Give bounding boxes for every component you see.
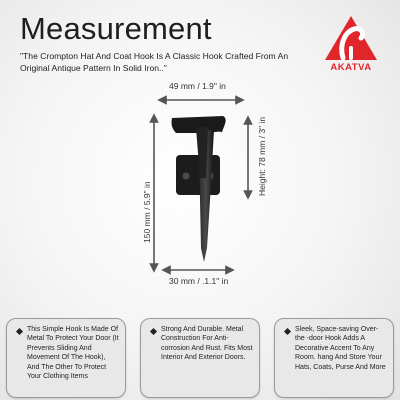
feature-card-durability bbox=[140, 318, 260, 398]
feature-text: Strong And Durable. Metal Construction For Anti-corrosion And Rust. Fits Most Interior And Exterior Doors. bbox=[161, 326, 253, 362]
feature-text: Sleek, Space-saving Over-the -door Hook Adds A Decorative Accent To Any Room. hang And Store Your Hats, Coats, Purse And More bbox=[295, 326, 386, 371]
bottom-width-label: 30 mm / .1.1" in bbox=[169, 276, 229, 286]
top-width-label: 49 mm / 1.9" in bbox=[169, 81, 226, 91]
coat-hook-image bbox=[172, 116, 226, 262]
feature-card-design bbox=[274, 318, 394, 398]
product-description: "The Crompton Hat And Coat Hook Is A Classic Hook Crafted From An Original Antique Pattern In Solid Iron.." bbox=[20, 51, 289, 73]
bullet-icon bbox=[284, 328, 291, 335]
brand-name: AKATVA bbox=[330, 62, 372, 73]
feature-card-protection bbox=[6, 318, 126, 398]
bullet-icon bbox=[16, 328, 23, 335]
page-title: Measurement bbox=[20, 11, 212, 46]
length-label: 150 mm / 5.9" in bbox=[142, 181, 152, 243]
bullet-icon bbox=[150, 328, 157, 335]
height-label: Height: 78 mm / 3" in bbox=[257, 116, 267, 196]
feature-text: This Simple Hook Is Made Of Metal To Protect Your Door (It Prevents Sliding And Movement Of The Hook), And The Other To Protect Your Clothing Items bbox=[27, 326, 119, 381]
